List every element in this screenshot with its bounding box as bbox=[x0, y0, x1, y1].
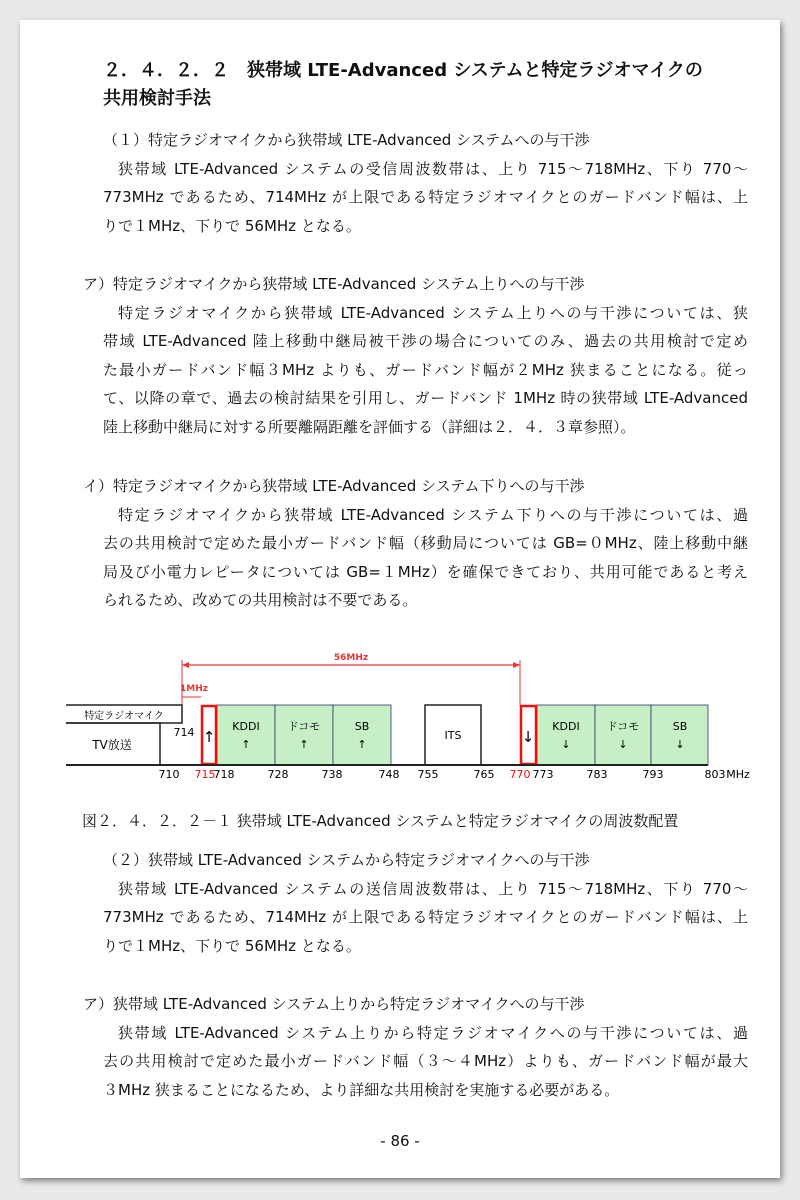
span-1-label: 1MHz bbox=[180, 684, 208, 694]
its-label: ITS bbox=[444, 729, 462, 742]
heading-line: ２．４．２．２ 狭帯域 LTE-Advanced システムと特定ラジオマイクの bbox=[103, 60, 703, 81]
docomo-up-band bbox=[275, 705, 333, 765]
up-arrow-icon: ↑ bbox=[357, 738, 367, 751]
text-line: 狭帯域 LTE-Advanced システム上りから特定ラジオマイクへの与干渉については、過 bbox=[118, 1023, 748, 1042]
kddi-label: KDDI bbox=[552, 720, 580, 733]
tick-label: 803 bbox=[704, 768, 726, 781]
text-line: た最小ガードバンド幅３MHz よりも、ガードバンド幅が２MHz 狭まることになる。従っ bbox=[103, 360, 748, 379]
tick-label: 783 bbox=[586, 768, 608, 781]
subheading: イ）特定ラジオマイクから狭帯域 LTE-Advanced システム下りへの与干渉 bbox=[83, 477, 585, 495]
section-2 bbox=[83, 846, 748, 960]
subheading: （１）特定ラジオマイクから狭帯域 LTE-Advanced システムへの与干渉 bbox=[103, 131, 590, 149]
mic-label: 特定ラジオマイク bbox=[84, 711, 164, 722]
subheading: ア）特定ラジオマイクから狭帯域 LTE-Advanced システム上りへの与干渉 bbox=[83, 275, 585, 293]
down-arrow-icon: ↓ bbox=[561, 738, 571, 751]
text-line: 狭帯域 LTE-Advanced システムの受信周波数帯は、上り 715～718MHz、下り 770～ bbox=[118, 159, 748, 178]
tick-label: 765 bbox=[473, 768, 495, 781]
text-line: 局及び小電力レピータについては GB=１MHz）を確保できており、共用可能であると考え bbox=[103, 562, 748, 581]
sb-label: SB bbox=[354, 720, 370, 733]
f714-label: 714 bbox=[173, 726, 195, 739]
down-arrow-icon: ↓ bbox=[521, 728, 535, 746]
sb-down-band bbox=[651, 705, 708, 765]
subheading: ア）狭帯域 LTE-Advanced システム上りから特定ラジオマイクへの与干渉 bbox=[83, 995, 585, 1013]
tv-label: TV放送 bbox=[92, 738, 132, 752]
heading-line: 共用検討手法 bbox=[103, 88, 211, 109]
docomo-label: ドコモ bbox=[606, 720, 640, 733]
tick-label: 770 bbox=[509, 768, 531, 781]
page-number: - 86 - bbox=[380, 1132, 420, 1150]
docomo-label: ドコモ bbox=[287, 720, 321, 733]
tick-label: 710 bbox=[158, 768, 180, 781]
kddi-up-band bbox=[217, 705, 275, 765]
tick-label: 773 bbox=[532, 768, 554, 781]
text-line: りで１MHz、下りで 56MHz となる。 bbox=[103, 216, 361, 235]
figure-caption: 図２．４．２．２－１ 狭帯域 LTE-Advanced システムと特定ラジオマイクの周波数配置 bbox=[82, 812, 679, 830]
frequency-diagram bbox=[20, 20, 780, 820]
down-arrow-icon: ↓ bbox=[618, 738, 628, 751]
tick-label: 715 bbox=[194, 768, 216, 781]
text-line: 特定ラジオマイクから狭帯域 LTE-Advanced システム下りへの与干渉については、過 bbox=[118, 505, 748, 524]
subheading: （２）狭帯域 LTE-Advanced システムから特定ラジオマイクへの与干渉 bbox=[103, 851, 590, 869]
text-line: て、以降の章で、過去の検討結果を引用し、ガードバンド 1MHz 時の狭帯域 LTE-Advanced bbox=[103, 389, 748, 407]
tick-label: 755 bbox=[417, 768, 439, 781]
docomo-down-band bbox=[595, 705, 651, 765]
tick-label: 793 bbox=[642, 768, 664, 781]
text-line: 陸上移動中継局に対する所要離隔距離を評価する（詳細は２．４．３章参照）。 bbox=[103, 417, 636, 436]
up-arrow-icon: ↑ bbox=[202, 728, 216, 746]
tick-label: 728 bbox=[267, 768, 289, 781]
kddi-label: KDDI bbox=[232, 720, 260, 733]
text-line: りで１MHz、下りで 56MHz となる。 bbox=[103, 936, 361, 955]
document-page bbox=[20, 20, 780, 1178]
tick-label: 738 bbox=[321, 768, 343, 781]
text-line: 特定ラジオマイクから狭帯域 LTE-Advanced システム上りへの与干渉については、狭 bbox=[118, 303, 748, 322]
text-line: 狭帯域 LTE-Advanced システムの送信周波数帯は、上り 715～718MHz、下り 770～ bbox=[118, 879, 748, 898]
text-line: ３MHz 狭まることになるため、より詳細な共用検討を実施する必要がある。 bbox=[103, 1080, 620, 1099]
text-line: 帯域 LTE-Advanced 陸上移動中継局被干渉の場合についてのみ、過去の共用検討で定め bbox=[103, 332, 748, 350]
span-56-label: 56MHz bbox=[333, 653, 369, 663]
up-arrow-icon: ↑ bbox=[241, 738, 251, 751]
text-line: られるため、改めての共用検討は不要である。 bbox=[103, 591, 418, 609]
up-arrow-icon: ↑ bbox=[299, 738, 309, 751]
text-line: 773MHz であるため、714MHz が上限である特定ラジオマイクとのガードバンド幅は、上 bbox=[103, 188, 748, 206]
text-line: 去の共用検討で定めた最小ガードバンド幅（移動局については GB=０MHz、陸上移動中継 bbox=[103, 534, 748, 552]
text-line: 去の共用検討で定めた最小ガードバンド幅（３～４MHz）よりも、ガードバンド幅が最大 bbox=[103, 1052, 748, 1070]
kddi-down-band bbox=[537, 705, 595, 765]
tick-label: 718 bbox=[213, 768, 235, 781]
section-2a bbox=[83, 990, 748, 1104]
unit-label: MHz bbox=[726, 768, 750, 781]
sb-up-band bbox=[333, 705, 391, 765]
tick-label: 748 bbox=[378, 768, 400, 781]
down-arrow-icon: ↓ bbox=[675, 738, 685, 751]
text-line: 773MHz であるため、714MHz が上限である特定ラジオマイクとのガードバンド幅は、上 bbox=[103, 908, 748, 926]
sb-label: SB bbox=[672, 720, 688, 733]
